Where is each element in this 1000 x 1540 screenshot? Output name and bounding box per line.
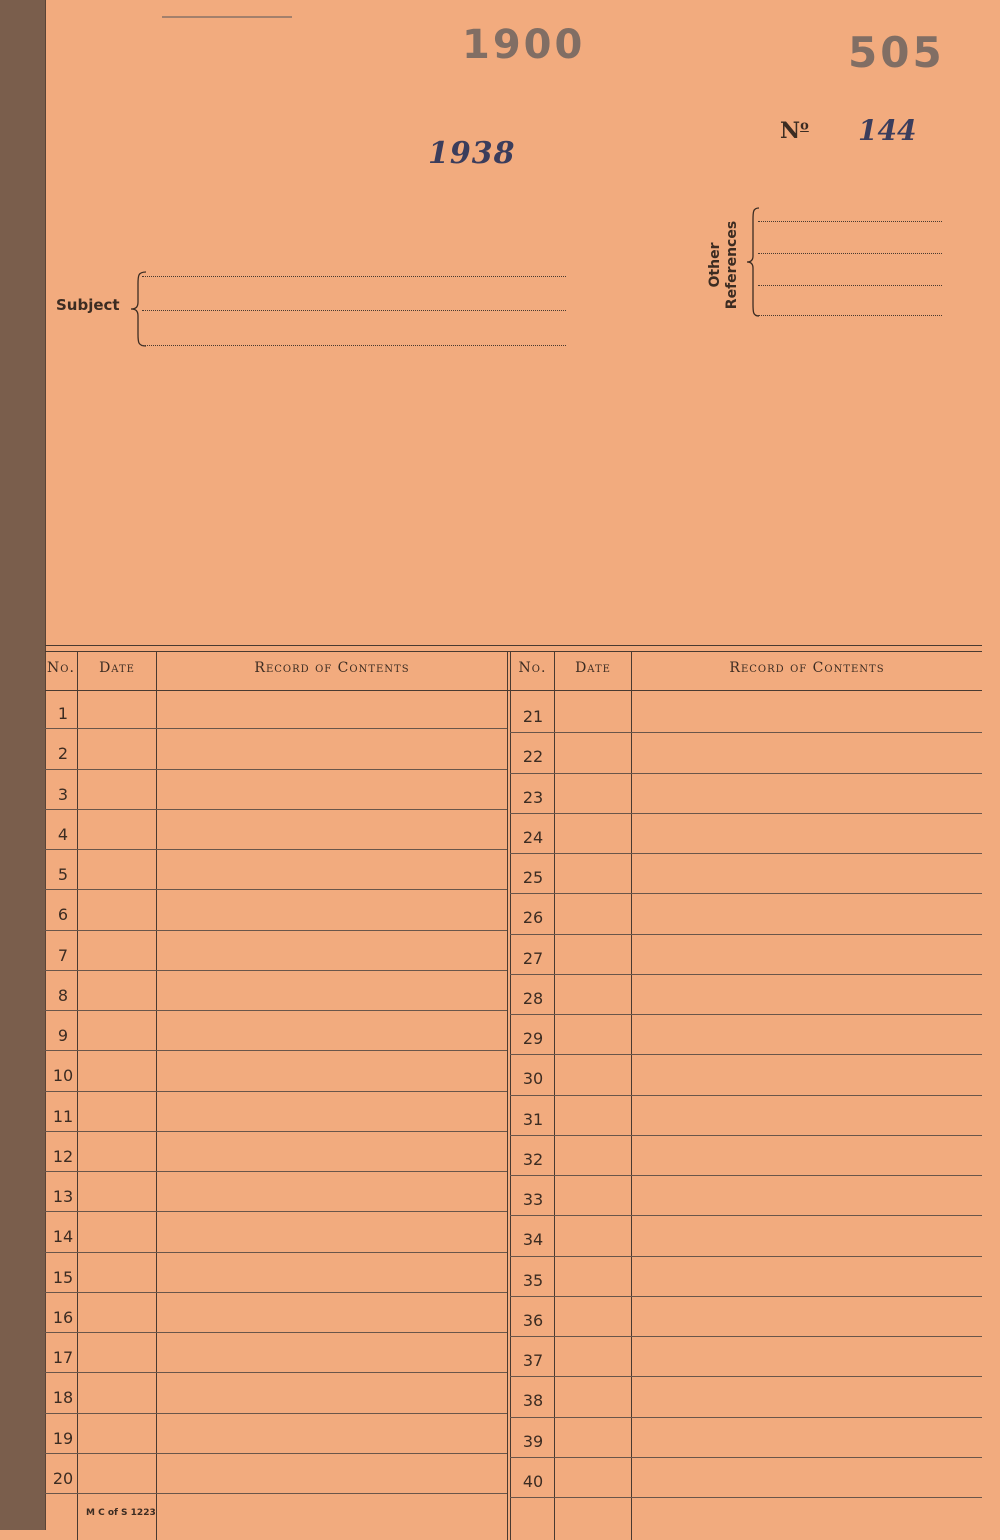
row-number-left: 12 [52, 1146, 74, 1166]
table-row-line [45, 889, 507, 890]
table-row-line [45, 1091, 507, 1092]
row-number-right: 35 [522, 1270, 544, 1290]
header-no-left: No. [47, 660, 75, 676]
table-row-line [510, 1336, 982, 1337]
stamp-505: 505 [848, 28, 945, 77]
row-number-left: 18 [52, 1388, 74, 1408]
table-row-line [510, 1095, 982, 1096]
handwritten-file-number: 144 [858, 114, 917, 147]
row-number-right: 21 [522, 707, 544, 726]
table-row-line [510, 974, 982, 975]
table-row-line [510, 813, 982, 814]
other-ref-line-3[interactable] [758, 285, 942, 286]
other-ref-line-2[interactable] [758, 253, 942, 254]
header-date-left: Date [99, 660, 135, 676]
row-number-left: 7 [57, 945, 69, 965]
row-number-right: 30 [522, 1069, 544, 1089]
row-number-left: 11 [52, 1106, 74, 1126]
table-row-line [510, 1135, 982, 1136]
row-number-right: 37 [522, 1351, 544, 1370]
table-row-line [510, 1497, 982, 1498]
table-row-line [45, 1252, 507, 1253]
table-row-line [45, 1171, 507, 1172]
row-number-right: 31 [522, 1109, 544, 1129]
other-references-label: Other References [707, 220, 740, 310]
row-number-left: 16 [52, 1307, 74, 1327]
table-row-line [45, 1372, 507, 1373]
table-row-line [510, 1054, 982, 1055]
table-row-line [45, 1292, 507, 1293]
table-row-line [510, 732, 982, 733]
table-row-line [510, 1014, 982, 1015]
table-row-line [510, 1417, 982, 1418]
header-record-right: Record of Contents [729, 660, 885, 676]
subject-brace-icon [128, 270, 150, 348]
col-divider [156, 651, 157, 1540]
stamp-1900: 1900 [462, 22, 586, 68]
row-number-right: 32 [522, 1149, 544, 1169]
header-record-left: Record of Contents [254, 660, 410, 676]
row-number-right: 33 [522, 1190, 544, 1209]
row-number-left: 3 [57, 784, 69, 804]
row-number-left: 9 [57, 1026, 69, 1045]
table-row-line [510, 934, 982, 935]
header-date-right: Date [575, 660, 611, 676]
table-row-line [45, 1010, 507, 1011]
table-top-rule [45, 645, 982, 646]
row-number-left: 10 [52, 1066, 74, 1086]
header-no-right: No. [518, 660, 547, 676]
row-number-right: 40 [522, 1471, 544, 1491]
table-top-rule-2 [45, 651, 982, 652]
row-number-right: 27 [522, 948, 544, 968]
table-row-line [510, 853, 982, 854]
table-row-line [45, 970, 507, 971]
row-number-right: 28 [522, 988, 544, 1008]
row-number-right: 23 [522, 787, 544, 807]
table-row-line [45, 1211, 507, 1212]
row-number-left: 14 [52, 1227, 74, 1247]
col-divider [631, 651, 632, 1540]
table-row-line [45, 1413, 507, 1414]
printer-imprint: M C of S 1223 [86, 1508, 156, 1518]
table-header-rule [45, 690, 982, 691]
table-row-line [510, 1457, 982, 1458]
table-row-line [45, 809, 507, 810]
binding-spine [0, 0, 46, 1530]
row-number-right: 25 [522, 868, 544, 887]
file-number-label: $N^o$ [780, 118, 809, 144]
table-row-line [510, 1256, 982, 1257]
subject-line-2[interactable] [142, 310, 566, 311]
row-number-right: 24 [522, 827, 544, 847]
row-number-right: 36 [522, 1310, 544, 1330]
table-row-line [45, 1332, 507, 1333]
row-number-right: 34 [522, 1230, 544, 1250]
row-number-left: 4 [57, 824, 69, 844]
col-divider [510, 651, 511, 1540]
table-row-line [510, 1296, 982, 1297]
table-row-line [45, 1131, 507, 1132]
row-number-right: 38 [522, 1391, 544, 1411]
other-ref-line-4[interactable] [758, 315, 942, 316]
row-number-left: 17 [52, 1348, 74, 1367]
other-references-brace-icon [745, 206, 763, 318]
row-number-right: 29 [522, 1029, 544, 1048]
subject-line-3[interactable] [142, 345, 566, 346]
table-row-line [45, 930, 507, 931]
table-row-line [510, 773, 982, 774]
row-number-left: 2 [57, 744, 69, 764]
col-divider [554, 651, 555, 1540]
table-row-line [510, 1175, 982, 1176]
table-row-line [510, 1376, 982, 1377]
row-number-right: 26 [522, 908, 544, 928]
table-row-line [45, 769, 507, 770]
row-number-left: 20 [52, 1468, 74, 1488]
handwritten-year: 1938 [428, 136, 516, 171]
row-number-right: 22 [522, 747, 544, 767]
table-row-line [45, 849, 507, 850]
row-number-right: 39 [522, 1431, 544, 1451]
table-row-line [510, 893, 982, 894]
table-row-line [45, 1050, 507, 1051]
table-row-line [45, 1493, 507, 1494]
subject-line-1[interactable] [142, 276, 566, 277]
row-number-left: 5 [57, 865, 69, 884]
row-number-left: 8 [57, 985, 69, 1005]
row-number-left: 13 [52, 1187, 74, 1206]
other-ref-line-1[interactable] [758, 221, 942, 222]
row-number-left: 6 [57, 905, 69, 925]
row-number-left: 1 [57, 704, 69, 723]
row-number-left: 19 [52, 1428, 74, 1448]
top-mark [162, 16, 292, 18]
col-divider [507, 651, 508, 1540]
table-row-line [45, 1453, 507, 1454]
table-row-line [510, 1215, 982, 1216]
table-row-line [45, 728, 507, 729]
row-number-left: 15 [52, 1267, 74, 1287]
subject-label: Subject [56, 296, 120, 314]
